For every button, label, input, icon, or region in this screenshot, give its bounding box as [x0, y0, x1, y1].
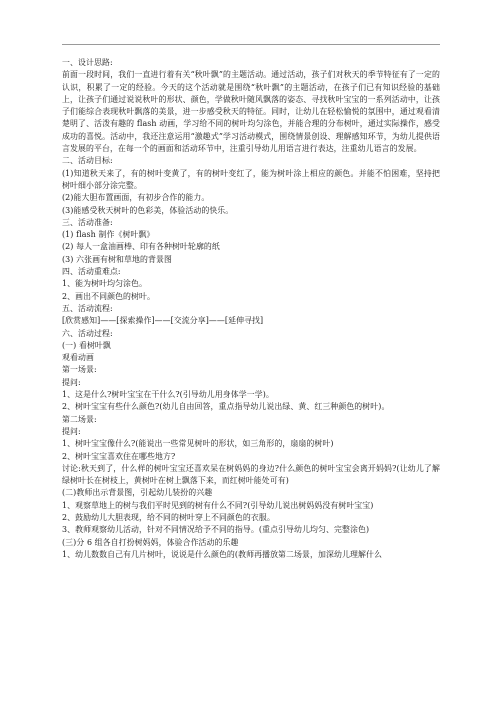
paragraph: (1) flash 制作《树叶飘》 [62, 230, 155, 240]
paragraph: 1、观察草地上的树与我们平时见到的树有什么不同?(引导幼儿说出树妈妈没有树叶宝宝) [62, 500, 374, 510]
paragraph: (二)教师出示背景图，引起幼儿装扮的兴趣 [62, 488, 213, 498]
paragraph: 前面一段时间，我们一直进行着有关“秋叶飘”的主题活动。通过活动，孩子们对秋天的季节特征有了一定的认识，积累了一定的经验。今天的这个活动就是围绕“秋叶飘”的主题活动，在孩子们已有知识经验的基础上，让孩子们通过说说秋叶的形状、颜色，学做秋叶随风飘落的姿态、寻找秋叶宝宝的一系列活动中，让孩子们能综合表现秋叶飘落的美景，进一步感受秋天的特征。同时，让幼儿在轻松愉悦的氛围中，通过观看清楚明了、活泼有趣的 flash 动画，学习给不同的树叶均匀涂色，并能合理的分布树叶，通过实际操作，感受成功的喜悦。活动中，我还注意运用“激趣式”学习活动模式，围绕情景创设、理解感知环节，为幼儿提供语言发展的平台，在每一个的画面和活动环节中，注重引导幼儿用语言进行表达，注重幼儿语言的发展。 [62, 70, 440, 154]
document-body [62, 57, 440, 561]
section-heading: 一、设计思路: [62, 58, 113, 67]
paragraph: (三)分 6 组各自打扮树妈妈，体验合作活动的乐趣 [62, 537, 239, 547]
paragraph: 1、树叶宝宝像什么?(能说出一些常见树叶的形状，如三角形的，扇扇的树叶) [62, 439, 334, 449]
paragraph: 1、能为树叶均匀涂色。 [62, 279, 148, 289]
paragraph: (一) 看树叶飘 [62, 340, 111, 350]
paragraph: 讨论:秋天到了，什么样的树叶宝宝还喜欢呆在树妈妈的身边?什么颜色的树叶宝宝会离开妈妈?(让幼儿了解绿树叶长在树枝上，黄树叶在树上飘落下来，而红树叶能处可有) [62, 463, 440, 486]
section-heading: 四、活动重难点: [62, 267, 121, 277]
paragraph: 1、这是什么?树叶宝宝在干什么?(引导幼儿用身体学一学)。 [62, 390, 274, 400]
paragraph: 3、教师观察幼儿活动，针对不同情况给予不同的指导。(重点引导幼儿均匀、完整涂色) [62, 525, 370, 535]
paragraph: (2) 每人一盒油画棒、印有各种树叶轮廓的纸 [62, 242, 220, 252]
paragraph: (2)能大胆布置画面，有初步合作的能力。 [62, 193, 210, 203]
paragraph: 观看动画 [62, 353, 94, 363]
paragraph: (3)能感受秋天树叶的色彩美，体验活动的快乐。 [62, 205, 234, 215]
paragraph: 1、幼儿数数自己有几片树叶，说说是什么颜色的(教师再播放第二场景，加深幼儿理解什么 [62, 549, 382, 559]
section-heading: 三、活动准备: [62, 217, 113, 227]
paragraph: 2、画出不同颜色的树叶。 [62, 291, 156, 301]
paragraph: 2、树叶宝宝有些什么颜色?(幼儿自由回答，重点指导幼儿说出绿、黄、红三种颜色的树叶)。 [62, 402, 390, 412]
paragraph: 2、鼓励幼儿大胆表现，给不同的树叶穿上不同颜色的衣服。 [62, 512, 275, 522]
paragraph: (3) 六张画有树和草地的背景图 [62, 254, 172, 264]
paragraph: 第二场景: [62, 414, 97, 424]
paragraph: 提问: [62, 426, 81, 436]
paragraph: 第一场景: [62, 365, 97, 375]
section-heading: 五、活动流程: [62, 303, 113, 313]
section-heading: 二、活动目标: [62, 156, 113, 166]
paragraph: [欣赏感知]——[探索操作]——[交流分享]——[延伸寻找] [62, 316, 264, 326]
paragraph: (1)知道秋天来了，有的树叶变黄了，有的树叶变红了，能为树叶涂上相应的颜色。并能不怕困难，坚持把树叶细小部分涂完整。 [62, 168, 440, 190]
paragraph: 提问: [62, 377, 81, 387]
section-heading: 六、活动过程: [62, 328, 113, 338]
paragraph: 2、树叶宝宝喜欢住在哪些地方? [62, 451, 176, 461]
header-rule [62, 44, 440, 45]
